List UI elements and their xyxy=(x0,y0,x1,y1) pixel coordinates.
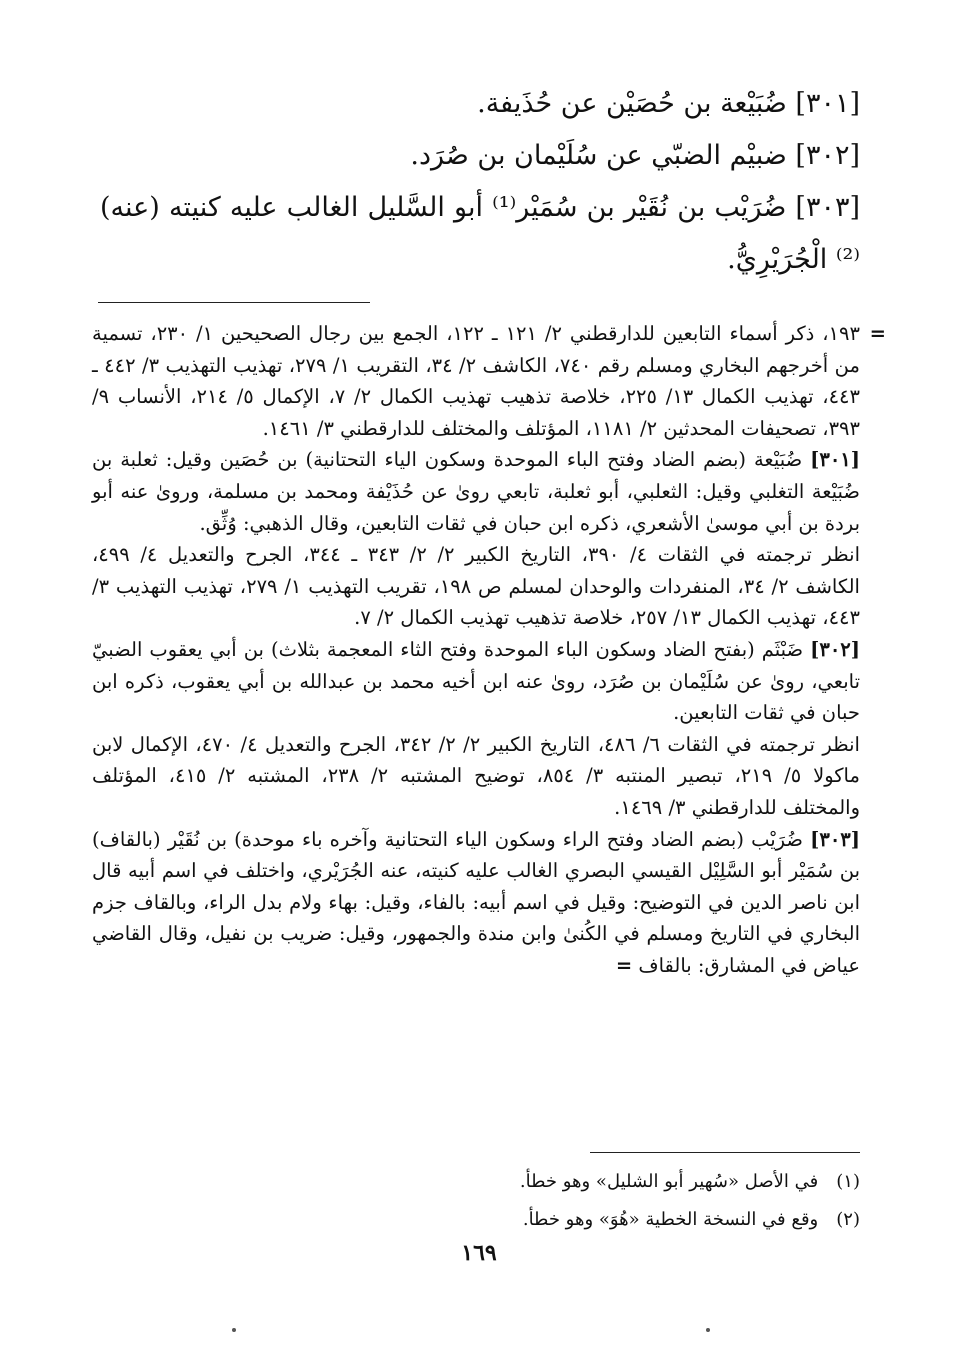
page-number: ١٦٩ xyxy=(461,1240,497,1266)
entry-302: [٣٠٢] ضبيْم الضبّي عن سُلَيْمان بن صُرَد. xyxy=(410,140,860,171)
note-302-refs: انظر ترجمته في الثقات ٦/ ٤٨٦، التاريخ الكبير ٢/ ٢/ ٣٤٢، الجرح والتعديل ٤/ ٤٧٠، الإكمال لابن ماكولا ٥/ ٢١٩، تبصير المنتبه ٣/ ٨٥٤، توضيح المشتبه ٢/ ٢٣٨، المشتبه ٢/ ٤١٥، المؤتلف والمختلف للدارقطني ٣/ ١٤٦٩. xyxy=(92,732,860,819)
note-301-text: ضُبَيْعة (بضم الضاد وفتح الباء الموحدة وسكون الياء التحتانية) بن حُصَين وقيل: ثعلبة بن ضُبَيْعة التغلبي وقيل: الثعلبي، أبو ثعلبة، تابعي روىٰ عن حُذَيْفة ومحمد بن مسلمة، وروىٰ عنه أبو بردة بن أبي موسىٰ الأشعري، ذكره ابن حبان في ثقات التابعين، وقال الذهبي: وُثِّق. xyxy=(92,448,860,535)
scan-speck xyxy=(706,1328,710,1332)
note-303 xyxy=(92,824,860,982)
note-302-number: [٣٠٢] xyxy=(810,637,861,661)
entry-301: [٣٠١] ضُبَيْعة بن حُصَيْن عن حُذَيفة. xyxy=(477,88,860,119)
footnotes xyxy=(100,1163,860,1239)
footnote-2-number: (٢) xyxy=(836,1209,860,1230)
notes-section xyxy=(92,318,886,981)
note-301-refs: انظر ترجمته في الثقات ٤/ ٣٩٠، التاريخ الكبير ٢/ ٢/ ٣٤٣ ـ ٣٤٤، الجرح والتعديل ٤/ ٤٩٩، الكاشف ٢/ ٣٤، المنفردات والوحدان لمسلم ص ١٩٨، تقريب التهذيب ١/ ٢٧٩، تهذيب التهذيب ٣/ ٤٤٣، تهذيب الكمال ١٣/ ٢٥٧، خلاصة تذهيب تهذيب الكمال ٢/ ٧. xyxy=(92,543,860,630)
scan-speck xyxy=(232,1328,236,1332)
note-193 xyxy=(92,318,886,444)
footnote-1-text: في الأصل «سُهير أبو الشليل» وهو خطأ. xyxy=(519,1171,819,1192)
note-303-text: ضُرَيْب (بضم الضاد وفتح الراء وسكون الياء التحتانية وآخره باء موحدة) بن نُقَيْر (بالقاف) بن سُمَيْر أبو السَّلِيْل القيسي البصري الغالب عليه كنيته، عنه الجُرَيْري، واختلف في اسم أبيه قال ابن ناصر الدين في التوضيح: وقيل في اسم أبيه: بالفاء، وقيل: بهاء ولام بدل الراء، وبالقاف جزم البخاري في التاريخ ومسلم في الكُنىٰ وابن مندة والجمهور، وقيل: ضريب بن نفيل، وقال القاضي عياض في المشارق: بالقاف xyxy=(92,827,860,977)
entry-303: [٣٠٣] ضُرَيْب بن نُقَيْر بن سُمَيْر⁽¹⁾ أبو السَّليل الغالب عليه كنيته (عنه)⁽²⁾ الْجُرَيْرِيُّ. xyxy=(100,192,861,275)
footnote-1-number: (١) xyxy=(836,1171,860,1192)
note-302-text: ضَبْثَم (بفتح الضاد وسكون الباء الموحدة وفتح الثاء المعجمة بثلاث) بن أبي يعقوب الضبيّ تابعي، روىٰ عن سُلَيْمان بن صُرَد، روىٰ عنه ابن أخيه محمد بن عبدالله بن أبي يعقوب، ذكره ابن حبان في ثقات التابعين. xyxy=(92,637,860,725)
continuation-mark: = xyxy=(869,322,886,345)
note-193-text: ١٩٣، ذكر أسماء التابعين للدارقطني ٢/ ١٢١ ـ ١٢٢، الجمع بين رجال الصحيحين ١/ ٢٣٠، تسمية من أخرجهم البخاري ومسلم رقم ٧٤٠، الكاشف ٢/ ٣٤، التقريب ١/ ٢٧٩، تهذيب التهذيب ٣/ ٤٤٢ ـ ٤٤٣، تهذيب الكمال ١٣/ ٢٢٥، خلاصة تذهيب تهذيب الكمال ٢/ ٧، الإكمال ٥/ ٢١٤، الأنساب ٩/ ٣٩٣، تصحيفات المحدثين ٢/ ١١٨١، المؤتلف والمختلف للدارقطني ٣/ ١٤٦١. xyxy=(92,322,860,440)
note-303-number: [٣٠٣] xyxy=(810,827,861,851)
note-301 xyxy=(92,444,860,539)
main-text xyxy=(100,78,860,286)
footnote-1 xyxy=(100,1163,860,1201)
notes-separator xyxy=(98,302,370,303)
note-301-number: [٣٠١] xyxy=(810,448,860,472)
footnote-2-text: وقع في النسخة الخطية «هُوَ» وهو خطأ. xyxy=(522,1209,819,1230)
note-302 xyxy=(92,634,860,729)
footnote-2 xyxy=(100,1201,860,1239)
footnotes-separator xyxy=(590,1152,860,1153)
continued-mark: = xyxy=(615,953,633,977)
